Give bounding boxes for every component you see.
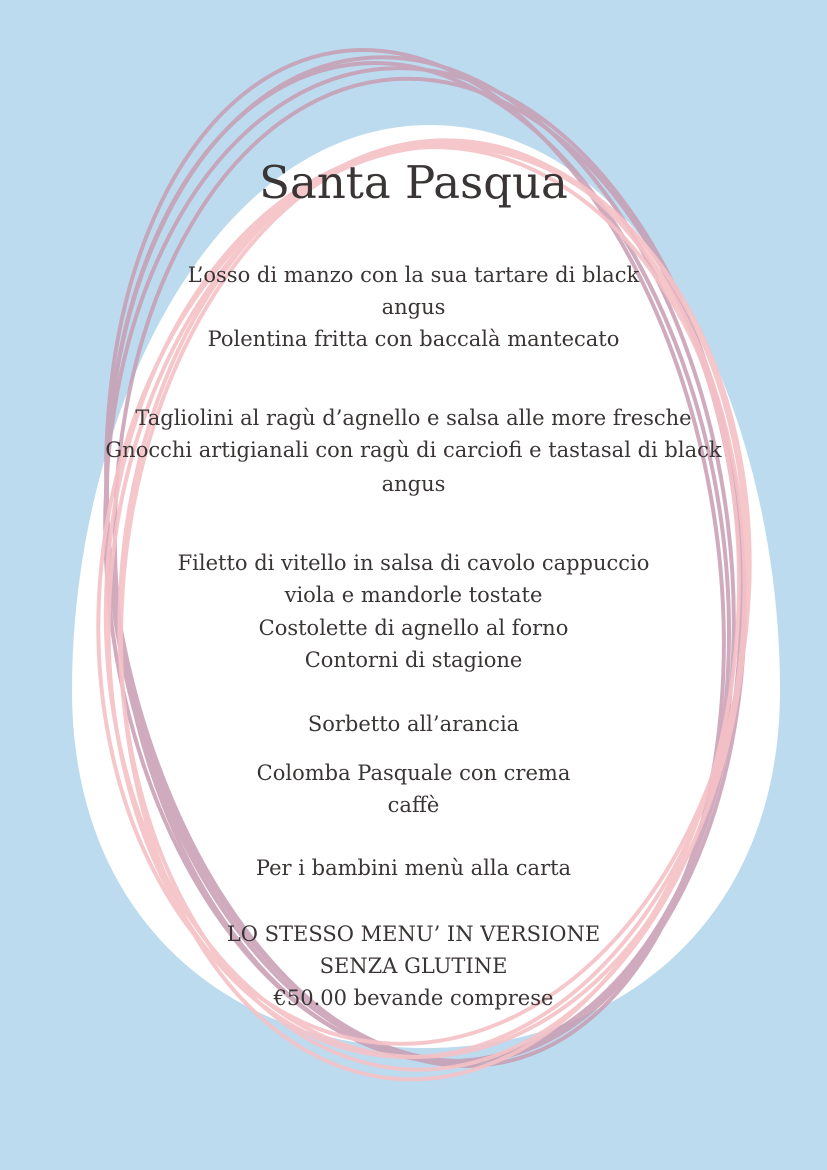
antipasto-line-3: Polentina fritta con baccalà mantecato [207,327,620,351]
primo-line-3: angus [381,472,446,496]
antipasto-line-2: angus [381,295,446,319]
secondo-line-2: viola e mandorle tostate [284,583,543,607]
price-line: €50.00 bevande comprese [273,986,554,1010]
dolce-line-2: caffè [387,793,440,817]
primo-line-2: Gnocchi artigianali con ragù di carciofi e tastasal di black [105,438,722,462]
secondo-line-3: Costolette di agnello al forno [258,616,569,640]
antipasto-line-1: L’osso di manzo con la sua tartare di black [187,263,640,287]
menu-title: Santa Pasqua [259,156,568,209]
dolce-line-1: Colomba Pasquale con crema [256,761,571,785]
secondo-line-1: Filetto di vitello in salsa di cavolo cappuccio [177,551,650,575]
primo-line-1: Tagliolini al ragù d’agnello e salsa alle more fresche [135,406,692,430]
gluten-free-line-1: LO STESSO MENU’ IN VERSIONE [226,922,601,946]
secondo-line-4: Contorni di stagione [304,648,523,672]
bambini-line: Per i bambini menù alla carta [255,856,572,880]
gluten-free-line-2: SENZA GLUTINE [319,954,508,978]
sorbetto-line: Sorbetto all’arancia [307,712,520,736]
